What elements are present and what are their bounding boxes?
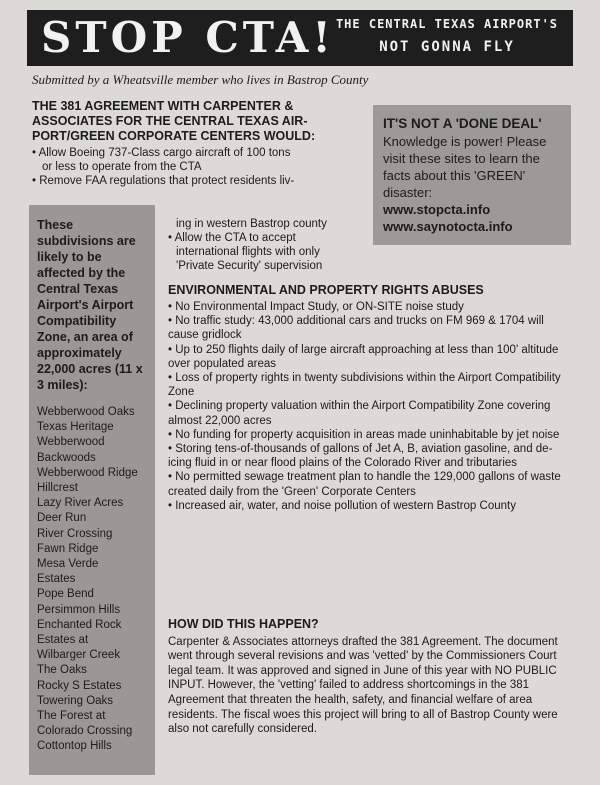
- saynotocta-link[interactable]: www.saynotocta.info: [383, 219, 513, 234]
- agreement-item-3-line-3: 'Private Security' supervision: [176, 260, 323, 272]
- subdivision-item: The Oaks: [37, 664, 87, 677]
- not-done-deal-title: IT'S NOT A 'DONE DEAL': [383, 116, 542, 131]
- environment-item: • Up to 250 flights daily of large aircraft approaching at less than 100' altitude over populated areas: [168, 343, 559, 370]
- masthead-tagline-bottom: NOT GONNA FLY: [379, 39, 515, 55]
- environment-item: • No Environmental Impact Study, or ON-SITE noise study: [168, 301, 464, 313]
- agreement-item-2-line-1: • Remove FAA regulations that protect residents liv-: [32, 175, 295, 187]
- subdivision-item: Texas Heritage: [37, 421, 114, 434]
- byline: Submitted by a Wheatsville member who lives in Bastrop County: [32, 72, 369, 87]
- subdivision-item: Mesa Verde: [37, 558, 99, 571]
- masthead-tagline-top: THE CENTRAL TEXAS AIRPORT'S: [335, 17, 559, 31]
- masthead-title: STOP CTA!: [41, 13, 335, 62]
- not-done-deal-box: [373, 105, 571, 245]
- subdivision-item: Hillcrest: [37, 482, 78, 495]
- how-body: Carpenter & Associates attorneys drafted the 381 Agreement. The document went through several revisions and was 'vetted' by the Commissioners Court legal team. It was approved and signed in June of this year with NO PUBLIC INPUT. However, the 'vetting' failed to address shortcomings in the 381 Agreement that threaten the health, safety, and financial welfare of area residents. The fiscal woes this project will bring to all of Bastrop County were also not carefully considered.: [168, 635, 558, 736]
- how-heading: HOW DID THIS HAPPEN?: [168, 617, 319, 631]
- agreement-heading: THE 381 AGREEMENT WITH CARPENTER & ASSOCIATES FOR THE CENTRAL TEXAS AIR-PORT/GREEN CORPORATE CENTERS WOULD:: [32, 99, 316, 143]
- agreement-item-1-line-1: • Allow Boeing 737-Class cargo aircraft of 100 tons: [32, 147, 291, 159]
- subdivision-item: Webberwood: [37, 436, 105, 449]
- not-done-deal-text: Knowledge is power! Please visit these sites to learn the facts about this 'GREEN' disaster:: [383, 134, 547, 200]
- environment-item: • Declining property valuation within the Airport Compatibility Zone covering almost 22,000 acres: [168, 400, 551, 427]
- agreement-item-3-line-1: • Allow the CTA to accept: [168, 232, 296, 244]
- environment-heading: ENVIRONMENTAL AND PROPERTY RIGHTS ABUSES: [168, 283, 484, 297]
- subdivision-item: Persimmon Hills: [37, 603, 121, 616]
- agreement-item-2-line-2: ing in western Bastrop county: [176, 218, 327, 230]
- environment-section: [168, 283, 573, 513]
- subdivision-item: Backwoods: [37, 451, 96, 464]
- subdivision-item: Enchanted Rock: [37, 618, 122, 631]
- subdivision-item: Estates: [37, 573, 76, 586]
- environment-item: • Storing tens-of-thousands of gallons of Jet A, B, aviation gasoline, and de-icing fluid in or near flood plains of the Colorado River and tributaries: [168, 443, 553, 470]
- subdivision-item: Wilbarger Creek: [37, 649, 121, 662]
- subdivision-item: Fawn Ridge: [37, 542, 99, 555]
- subdivision-item: Lazy River Acres: [37, 497, 124, 510]
- subdivision-item: Webberwood Ridge: [37, 466, 138, 479]
- subdivision-item: Cottontop Hills: [37, 740, 112, 753]
- subdivision-item: Deer Run: [37, 512, 87, 525]
- subdivision-item: Estates at: [37, 634, 89, 647]
- agreement-continued: [168, 217, 368, 273]
- environment-item: • Loss of property rights in twenty subdivisions within the Airport Compatibility Zone: [168, 372, 561, 399]
- subdivision-item: Pope Bend: [37, 588, 94, 601]
- stopcta-link[interactable]: www.stopcta.info: [383, 202, 491, 217]
- environment-item: • No funding for property acquisition in areas made uninhabitable by jet noise: [168, 428, 560, 441]
- subdivision-item: The Forest at: [37, 710, 106, 723]
- environment-item: • Increased air, water, and noise pollution of western Bastrop County: [168, 499, 516, 512]
- subdivisions-intro: These subdivisions are likely to be affected by the Central Texas Airport's Airport Compatibility Zone, an area of approximately 22,000 acres (11 x 3 miles):: [37, 218, 143, 392]
- agreement-item-3-line-2: international flights with only: [176, 246, 320, 258]
- subdivision-item: Rocky S Estates: [37, 679, 122, 692]
- agreement-section: [32, 99, 362, 188]
- subdivision-item: Towering Oaks: [37, 694, 114, 707]
- subdivision-item: Colorado Crossing: [37, 725, 133, 738]
- subdivisions-sidebar: [29, 205, 155, 775]
- how-section: [168, 617, 573, 737]
- subdivision-list: [37, 405, 149, 755]
- masthead-banner: [27, 10, 573, 66]
- subdivision-item: Webberwood Oaks: [37, 406, 135, 418]
- environment-item: • No traffic study: 43,000 additional cars and trucks on FM 969 & 1704 will cause gridlock: [168, 315, 544, 342]
- environment-item: • No permitted sewage treatment plan to handle the 129,000 gallons of waste created daily from the 'Green' Corporate Centers: [168, 471, 561, 498]
- subdivision-item: River Crossing: [37, 527, 113, 540]
- agreement-item-1-line-2: or less to operate from the CTA: [42, 161, 202, 173]
